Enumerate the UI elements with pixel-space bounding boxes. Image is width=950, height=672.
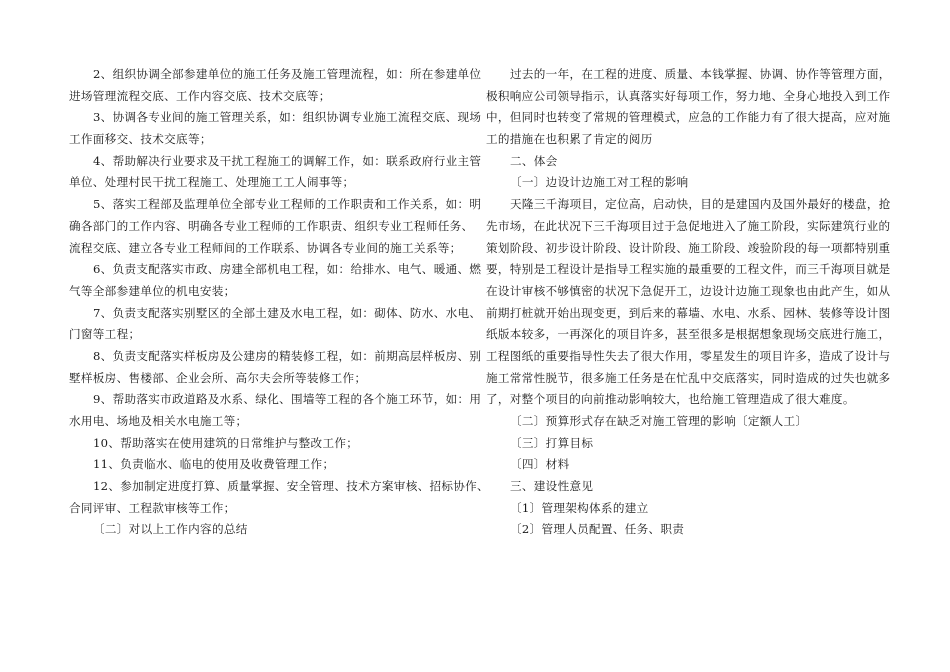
text-line: 门窗等工程； <box>69 327 141 342</box>
text-line: 极积响应公司领导指示，认真落实好每项工作，努力地、全身心地投入到工作 <box>486 88 891 103</box>
text-line: 进场管理流程交底、工作内容交底、技术交底等； <box>69 88 331 103</box>
subsection-heading: 〔三〕打算目标 <box>510 435 594 450</box>
text-line: 10、帮助落实在使用建筑的日常维护与整改工作； <box>93 435 359 450</box>
subsection-heading: 〔一〕边设计边施工对工程的影响 <box>510 175 689 190</box>
text-line: 8、负责支配落实样板房及公建房的精装修工程，如：前期高层样板房、别 <box>93 348 482 363</box>
text-line: 在设计审核不够慎密的状况下急促开工，边设计边施工现象也由此产生，如从 <box>486 283 891 298</box>
text-line: 策划阶段、初步设计阶段、设计阶段、施工阶段、竣验阶段的每一项都特别重 <box>486 240 891 255</box>
text-line: 施工常常性脱节，很多施工任务是在忙乱中交底落实，同时造成的过失也就多 <box>486 370 891 385</box>
text-line: 天隆三千海项目，定位高，启动快，目的是建国内及国外最好的楼盘，抢 <box>510 197 891 212</box>
left-text-column <box>69 64 489 541</box>
text-line: 合同评审、工程款审核等工作； <box>69 500 236 515</box>
text-line: 先市场，在此状况下三千海项目过于急促地进入了施工阶段，实际建筑行业的 <box>486 218 891 233</box>
subsection-heading: 〔2〕管理人员配置、任务、职责 <box>510 522 685 537</box>
text-line: 纸版本较多，一再深化的项目许多，甚至很多是根据想象现场交底进行施工， <box>486 327 891 342</box>
text-line: 5、落实工程部及监理单位全部专业工程师的工作职责和工作关系，如：明 <box>93 197 482 212</box>
text-line: 4、帮助解决行业要求及干扰工程施工的调解工作，如：联系政府行业主管 <box>93 153 482 168</box>
subsection-heading: 〔1〕管理架构体系的建立 <box>510 500 649 515</box>
text-line: 2、组织协调全部参建单位的施工任务及施工管理流程，如：所在参建单位 <box>93 67 482 81</box>
text-line: 要，特别是工程设计是指导工程实施的最重要的工程文件，而三千海项目就是 <box>486 262 891 277</box>
text-line: 7、负责支配落实别墅区的全部土建及水电工程，如：砌体、防水、水电、 <box>93 305 482 320</box>
section-heading: 〔二〕对以上工作内容的总结 <box>93 522 248 537</box>
text-line: 工程图纸的重要指导性失去了很大作用，零星发生的项目许多，造成了设计与 <box>486 348 891 363</box>
right-text-column <box>486 64 891 541</box>
section-heading: 二、体会 <box>510 153 558 168</box>
text-line: 过去的一年，在工程的进度、质量、本钱掌握、协调、协作等管理方面， <box>510 67 891 81</box>
text-line: 墅样板房、售楼部、企业会所、高尔夫会所等装修工作； <box>69 370 367 385</box>
text-line: 前期打桩就开始出现变更，到后来的幕墙、水电、水系、园林、装修等设计图 <box>486 305 891 320</box>
text-line: 12、参加制定进度打算、质量掌握、安全管理、技术方案审核、招标协作、 <box>93 479 489 494</box>
subsection-heading: 〔四〕材料 <box>510 457 570 472</box>
text-line: 流程交底、建立各专业工程师间的工作联系、协调各专业间的施工关系等； <box>69 240 462 255</box>
text-line: 了，对整个项目的向前推动影响较大，也给施工管理造成了很大难度。 <box>486 392 855 407</box>
text-line: 气等全部参建单位的机电安装； <box>69 283 236 298</box>
text-line: 11、负责临水、临电的使用及收费管理工作； <box>93 457 335 472</box>
text-line: 工的措施在也积累了肯定的阅历 <box>486 132 653 147</box>
text-line: 6、负责支配落实市政、房建全部机电工程，如：给排水、电气、暖通、燃 <box>93 262 482 277</box>
section-heading: 三、建设性意见 <box>510 479 594 494</box>
text-line: 确各部门的工作内容、明确各专业工程师的工作职责、组织专业工程师任务、 <box>69 218 474 233</box>
text-line: 单位、处理村民干扰工程施工、处理施工工人闹事等； <box>69 175 355 190</box>
text-line: 水用电、场地及相关水电施工等； <box>69 414 248 428</box>
text-line: 3、协调各专业间的施工管理关系，如：组织协调专业施工流程交底、现场 <box>93 110 482 125</box>
subsection-heading: 〔二〕预算形式存在缺乏对施工管理的影响〔定额人工〕 <box>510 414 808 428</box>
text-line: 中，但同时也转变了常规的管理模式，应急的工作能力有了很大提高，应对施 <box>486 110 891 125</box>
text-line: 工作面移交、技术交底等； <box>69 132 212 147</box>
text-line: 9、帮助落实市政道路及水系、绿化、围墙等工程的各个施工环节，如：用 <box>93 392 482 407</box>
